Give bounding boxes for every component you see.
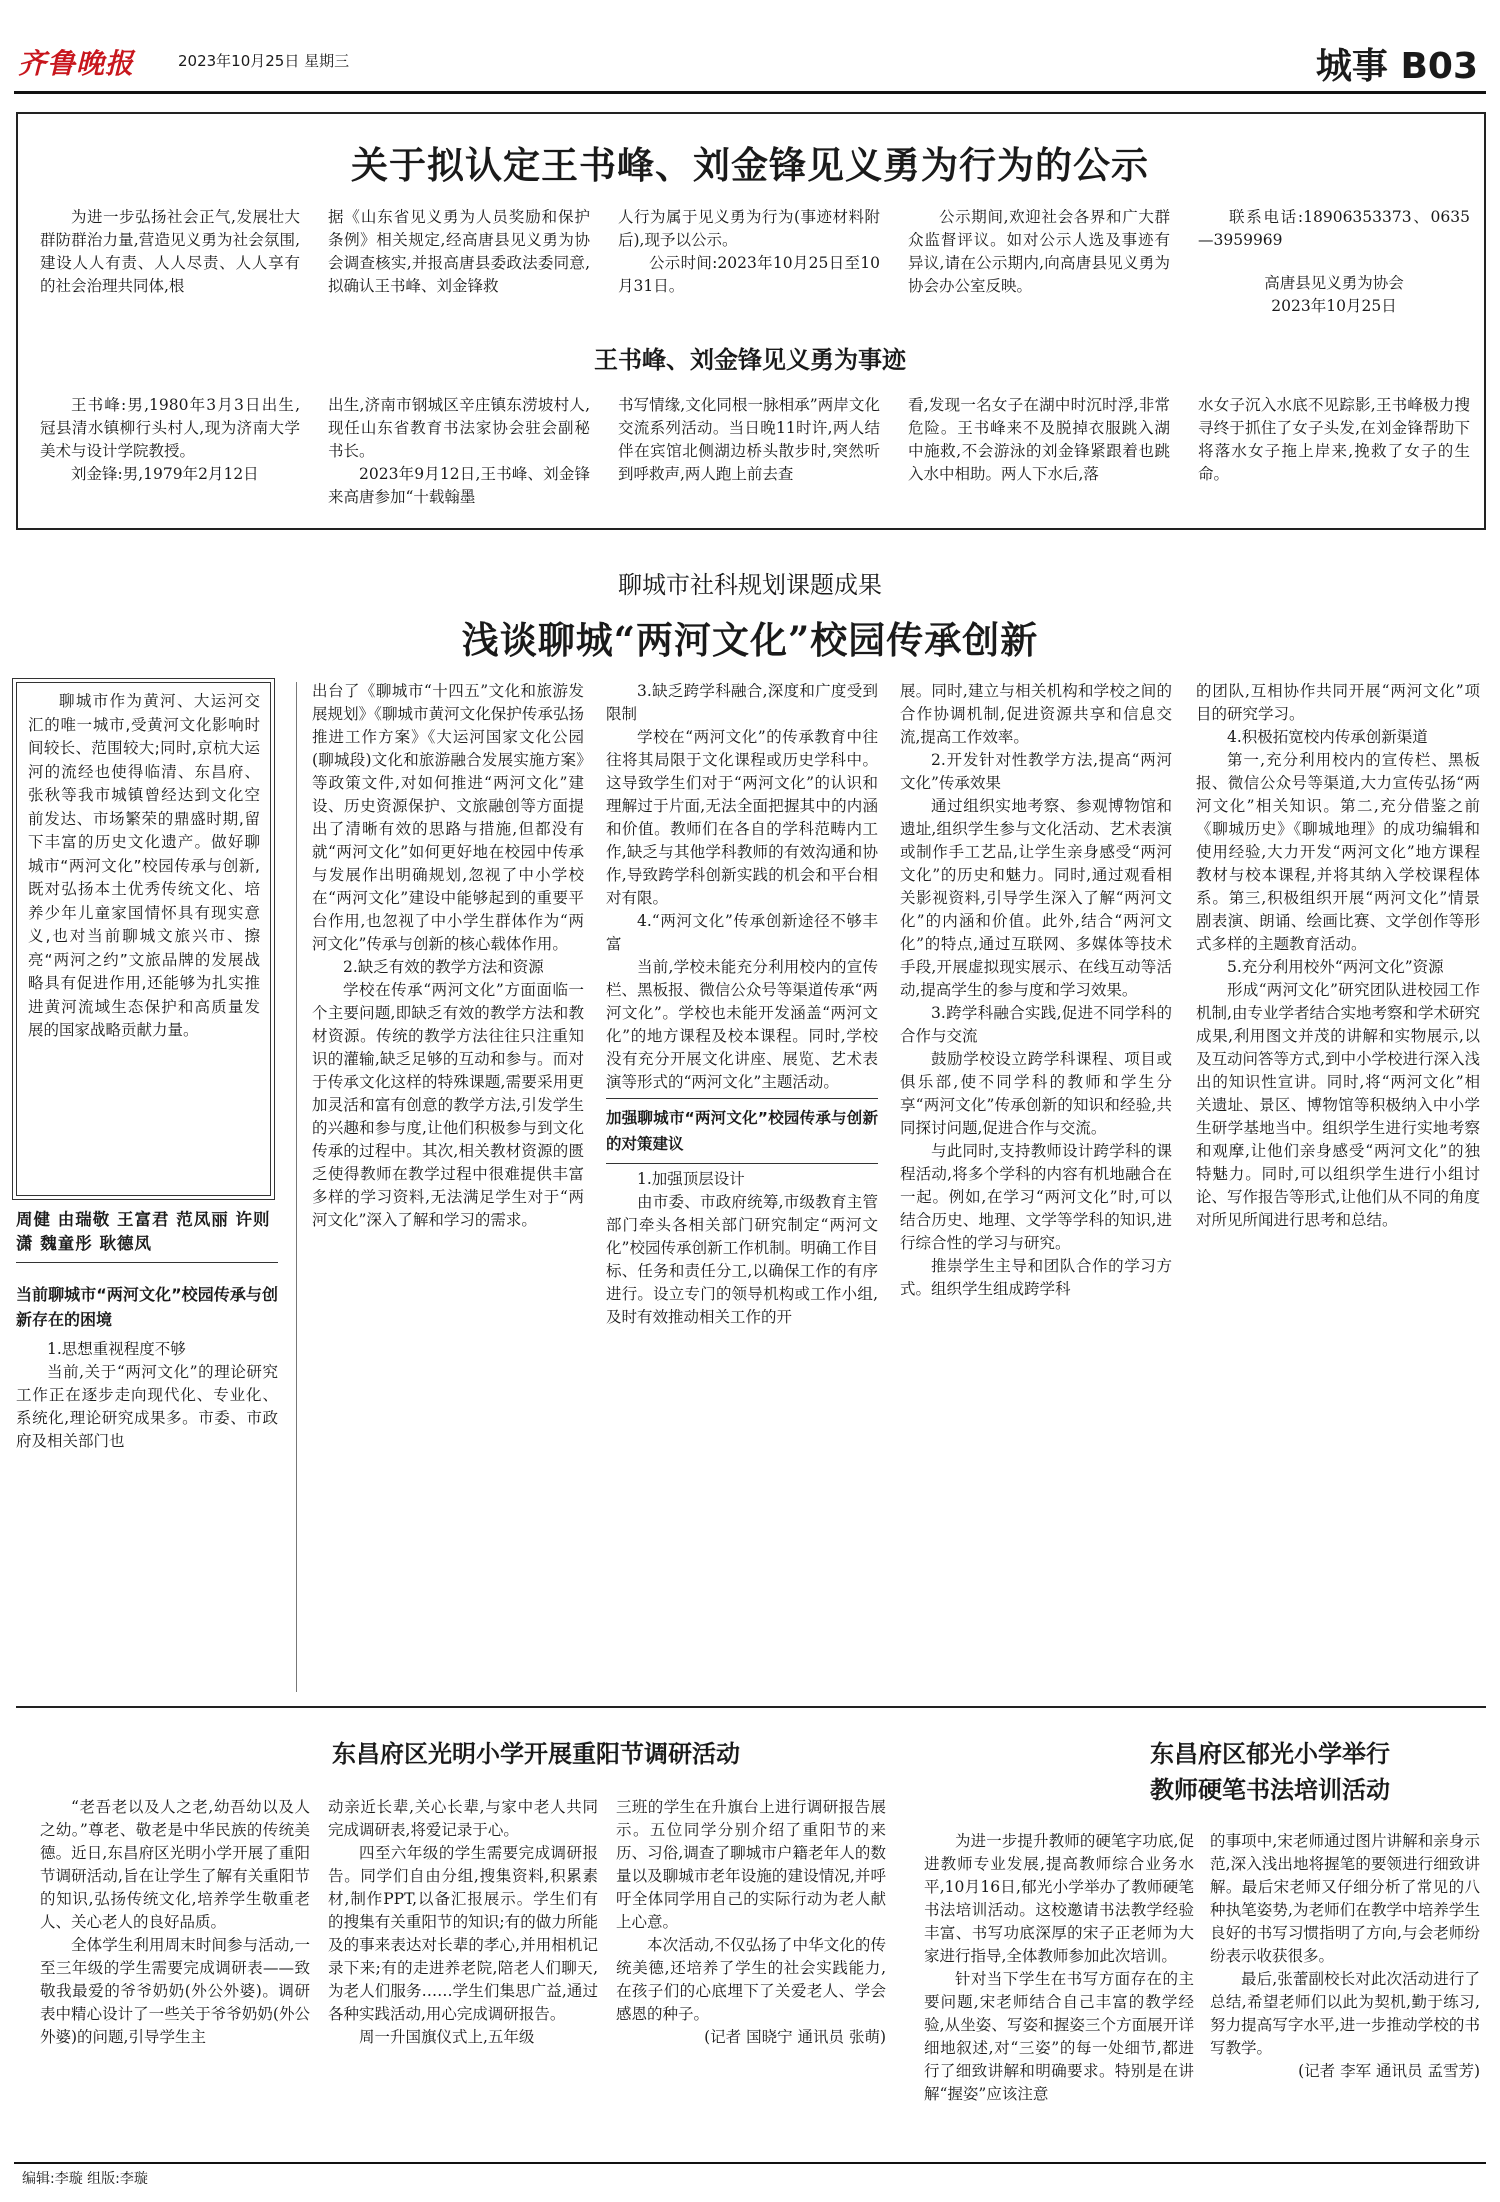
newspaper-logo: 齐鲁晚报 — [18, 47, 135, 80]
article-bottom-rule — [16, 1706, 1486, 1708]
announcement-col-5: 联系电话:18906353373、0635—3959969 高唐县见义勇为协会 2023年10月25日 — [1198, 206, 1470, 334]
authors-rule — [16, 1262, 278, 1263]
header-rule — [14, 91, 1486, 94]
deeds-col-5: 水女子沉入水底不见踪影,王书峰极力搜寻终于抓住了女子头发,在刘金锋帮助下将落水女子拖上岸来,挽救了女子的生命。 — [1198, 396, 1470, 483]
guangming-col-3: 三班的学生在升旗台上进行调研报告展示。五位同学分别介绍了重阳节的来历、习俗,调查了聊城市户籍老年人的数量以及聊城市老年设施的建设情况,并呼吁全体同学用自己的实际行动为老人献上心意。 本次活动,不仅弘扬了中华文化的传统美德,还培养了学生的社会实践能力,在孩子们的心底埋下了关爱老人、学会感恩的种子。 (记者 国晓宁 通讯员 张萌) — [616, 1796, 886, 2096]
section-label: 城事 B03 — [1315, 46, 1478, 87]
guangming-col-1: “老吾老以及人之老,幼吾幼以及人之幼。”尊老、敬老是中华民族的传统美德。近日,东昌府区光明小学开展了重阳节调研活动,旨在让学生了解有关重阳节的知识,弘扬传统文化,培养学生敬重老人、关心老人的良好品质。 全体学生利用周末时间参与活动,一至三年级的学生需要完成调研表——致敬我最爱的爷爷奶奶(外公外婆)。调研表中精心设计了一些关于爷爷奶奶(外公外婆)的问题,引导学生主 — [40, 1798, 310, 2046]
yuguang-byline: (记者 李军 通讯员 孟雪芳) — [1298, 2062, 1480, 2080]
announcement-title: 关于拟认定王书峰、刘金锋见义勇为行为的公示 — [351, 143, 1149, 187]
guangming-title: 东昌府区光明小学开展重阳节调研活动 — [332, 1739, 740, 1768]
announcement-date: 2023年10月25日 — [1271, 297, 1397, 315]
page-editor: 编辑:李璇 组版:李璇 — [22, 2171, 148, 2187]
announcement-col-1: 为进一步弘扬社会正气,发展壮大群防群治力量,营造见义勇为社会氛围,建设人人有责、人人尽责、人人享有的社会治理共同体,根 — [40, 208, 300, 295]
deeds-col-2: 出生,济南市钢城区辛庄镇东涝坡村人,现任山东省教育书法家协会驻会副秘书长。 2023年9月12日,王书峰、刘金锋来高唐参加“十载翰墨 — [328, 396, 590, 506]
deeds-col-3: 书写情缘,文化同根一脉相承”两岸文化交流系列活动。当日晚11时许,两人结伴在宾馆北侧湖边桥头散步时,突然听到呼救声,两人跑上前去查 — [618, 396, 880, 483]
article-col-4: 展。同时,建立与相关机构和学校之间的合作协调机制,促进资源共享和信息交流,提高工作效率。 2.开发针对性教学方法,提高“两河文化”传承效果 通过组织实地考察、参观博物馆和遗址,组织学生参与文化活动、艺术表演或制作手工艺品,让学生亲身感受“两河文化”的历史和魅力。同时,通过观看相关影视资料,引导学生深入了解“两河文化”的内涵和价值。此外,结合“两河文化”的特点,通过互联网、多媒体等技术手段,开展虚拟现实展示、在线互动等活动,提高学生的参与度和学习效果。 3.跨学科融合实践,促进不同学科的合作与交流 鼓励学校设立跨学科课程、项目或俱乐部,使不同学科的教师和学生分享“两河文化”传承创新的知识和经验,共同探讨问题,促进合作与交流。 与此同时,支持教师设计跨学科的课程活动,将多个学科的内容有机地融合在一起。例如,在学习“两河文化”时,可以结合历史、地理、文学等学科的知识,进行综合性的学习与研究。 推崇学生主导和团队合作的学习方式。组织学生组成跨学科 — [900, 682, 1172, 1298]
announcement-col-2: 据《山东省见义勇为人员奖励和保护条例》相关规定,经高唐县见义勇为协会调查核实,并报高唐县委政法委同意,拟确认王书峰、刘金锋救 — [328, 208, 590, 295]
article-col-1: 当前聊城市“两河文化”校园传承与创新存在的困境 1.思想重视程度不够 当前,关于“两河文化”的理论研究工作正在逐步走向现代化、专业化、系统化,理论研究成果多。市委、市政府及相关部门也 — [16, 1285, 278, 1450]
yuguang-col-2: 的事项中,宋老师通过图片讲解和亲身示范,深入浅出地将握笔的要领进行细致讲解。最后宋老师又仔细分析了常见的八种执笔姿势,为老师们在教学中培养学生良好的书写习惯指明了方向,与会老师纷纷表示收获很多。 最后,张蕾副校长对此次活动进行了总结,希望老师们以此为契机,勤于练习,努力提高写字水平,进一步推动学校的书写教学。 (记者 李军 通讯员 孟雪芳) — [1210, 1830, 1480, 2160]
issue-date: 2023年10月25日 星期三 — [178, 52, 350, 70]
yuguang-title-1: 东昌府区郁光小学举行 — [1150, 1739, 1390, 1768]
yuguang-title-2: 教师硬笔书法培训活动 — [1150, 1775, 1390, 1804]
deeds-subtitle: 王书峰、刘金锋见义勇为事迹 — [594, 345, 906, 374]
article-summary: 聊城市作为黄河、大运河交汇的唯一城市,受黄河文化影响时间较长、范围较大;同时,京杭大运河的流经也使得临清、东昌府、张秋等我市城镇曾经达到文化空前发达、市场繁荣的鼎盛时期,留下丰富的历史文化遗产。做好聊城市“两河文化”校园传承与创新,既对弘扬本土优秀传统文化、培养少年儿童家国情怀具有现实意义,也对当前聊城文旅兴市、擦亮“两河之约”文旅品牌的发展战略具有促进作用,还能够为扎实推进黄河流域生态保护和高质量发展的国家战略贡献力量。 — [28, 692, 260, 1039]
col-divider-1 — [296, 682, 297, 1692]
yuguang-col-1: 为进一步提升教师的硬笔字功底,促进教师专业发展,提高教师综合业务水平,10月16日,郁光小学举办了教师硬笔书法培训活动。这校邀请书法教学经验丰富、书写功底深厚的宋子正老师为大家进行指导,全体教师参加此次培训。 针对当下学生在书写方面存在的主要问题,宋老师结合自己丰富的教学经验,从坐姿、写姿和握姿三个方面展开详细地叙述,对“三姿”的每一处细节,都进行了细致讲解和明确要求。特别是在讲解“握姿”应该注意 — [924, 1832, 1194, 2103]
article-col-2: 出台了《聊城市“十四五”文化和旅游发展规划》《聊城市黄河文化保护传承弘扬推进工作方案》《大运河国家文化公园(聊城段)文化和旅游融合发展实施方案》等政策文件,对如何推进“两河文化”建设、历史资源保护、文旅融创等方面提出了清晰有效的思路与措施,但都没有就“两河文化”如何更好地在校园中传承与发展作出明确规划,忽视了中小学校在“两河文化”建设中能够起到的重要平台作用,也忽视了中小学生群体作为“两河文化”传承与创新的核心载体作用。 2.缺乏有效的教学方法和资源 学校在传承“两河文化”方面面临一个主要问题,即缺乏有效的教学方法和教材资源。传统的教学方法往往只注重知识的灌输,缺乏足够的互动和参与。而对于传承文化这样的特殊课题,需要采用更加灵活和富有创意的教学方法,引发学生的兴趣和参与度,让他们积极参与到文化传承的过程中。其次,相关教材资源的匮乏使得教师在教学过程中很难提供丰富多样的学习资料,无法满足学生对于“两河文化”深入了解和学习的需求。 — [312, 682, 584, 1229]
article-kicker: 聊城市社科规划课题成果 — [618, 571, 882, 599]
announcement-col-4: 公示期间,欢迎社会各界和广大群众监督评议。如对公示人选及事迹有异议,请在公示期内,向高唐县见义勇为协会办公室反映。 — [908, 208, 1170, 295]
article-col-5: 的团队,互相协作共同开展“两河文化”项目的研究学习。 4.积极拓宽校内传承创新渠道 第一,充分利用校内的宣传栏、黑板报、微信公众号等渠道,大力宣传弘扬“两河文化”相关知识。第二,充分借鉴之前《聊城历史》《聊城地理》的成功编辑和使用经验,大力开发“两河文化”地方课程教材与校本课程,并将其纳入学校课程体系。第三,积极组织开展“两河文化”情景剧表演、朗诵、绘画比赛、文学创作等形式多样的主题教育活动。 5.充分利用校外“两河文化”资源 形成“两河文化”研究团队进校园工作机制,由专业学者结合实地考察和学术研究成果,利用图文并茂的讲解和实物展示,以及互动问答等方式,到中小学校进行深入浅出的知识性宣讲。同时,将“两河文化”相关遗址、景区、博物馆等积极纳入中小学生研学基地当中。组织学生进行实地考察和观摩,让他们亲身感受“两河文化”的独特魅力。同时,可以组织学生进行小组讨论、写作报告等形式,让他们从不同的角度对所见所闻进行思考和总结。 — [1196, 682, 1480, 1229]
article-title: 浅谈聊城“两河文化”校园传承创新 — [461, 618, 1039, 662]
announcement-org: 高唐县见义勇为协会 — [1264, 274, 1404, 292]
guangming-byline: (记者 国晓宁 通讯员 张萌) — [704, 2028, 886, 2046]
article-col-3: 3.缺乏跨学科融合,深度和广度受到限制 学校在“两河文化”的传承教育中往往将其局限于文化课程或历史学科中。这导致学生们对于“两河文化”的认识和理解过于片面,无法全面把握其中的内涵和价值。教师们在各自的学科范畴内工作,缺乏与其他学科教师的有效沟通和协作,导致跨学科创新实践的机会和平台相对有限。 4.“两河文化”传承创新途径不够丰富 当前,学校未能充分利用校内的宣传栏、黑板报、微信公众号等渠道传承“两河文化”。学校也未能开发涵盖“两河文化”的地方课程及校本课程。同时,学校没有充分开展文化讲座、展览、艺术表演等形式的“两河文化”主题活动。 加强聊城市“两河文化”校园传承与创新的对策建议 1.加强顶层设计 由市委、市政府统筹,市级教育主管部门牵头各相关部门研究制定“两河文化”校园传承创新工作机制。明确工作目标、任务和责任分工,以确保工作的有序进行。设立专门的领导机构或工作小组,及时有效推动相关工作的开 — [606, 682, 878, 1326]
article-authors: 周健 由瑞敬 王富君 范凤丽 许则潇 魏童彤 耿德凤 — [16, 1210, 271, 1253]
announcement-col-3: 人行为属于见义勇为行为(事迹材料附后),现予以公示。 公示时间:2023年10月25日至10月31日。 — [618, 208, 880, 295]
footer-rule — [14, 2162, 1486, 2164]
guangming-col-2: 动亲近长辈,关心长辈,与家中老人共同完成调研表,将爱记录于心。 四至六年级的学生需要完成调研报告。同学们自由分组,搜集资料,积累素材,制作PPT,以备汇报展示。学生们有的搜集有关重阳节的知识;有的做力所能及的事来表达对长辈的孝心,并用相机记录下来;有的走进养老院,陪老人们聊天,为老人们服务……学生们集思广益,通过各种实践活动,用心完成调研报告。 周一升国旗仪式上,五年级 — [328, 1798, 598, 2046]
deeds-col-1: 王书峰:男,1980年3月3日出生,冠县清水镇柳行头村人,现为济南大学美术与设计学院教授。 刘金锋:男,1979年2月12日 — [40, 396, 300, 483]
deeds-col-4: 看,发现一名女子在湖中时沉时浮,非常危险。王书峰来不及脱掉衣服跳入湖中施救,不会游泳的刘金锋紧跟着也跳入水中相助。两人下水后,落 — [908, 396, 1170, 483]
